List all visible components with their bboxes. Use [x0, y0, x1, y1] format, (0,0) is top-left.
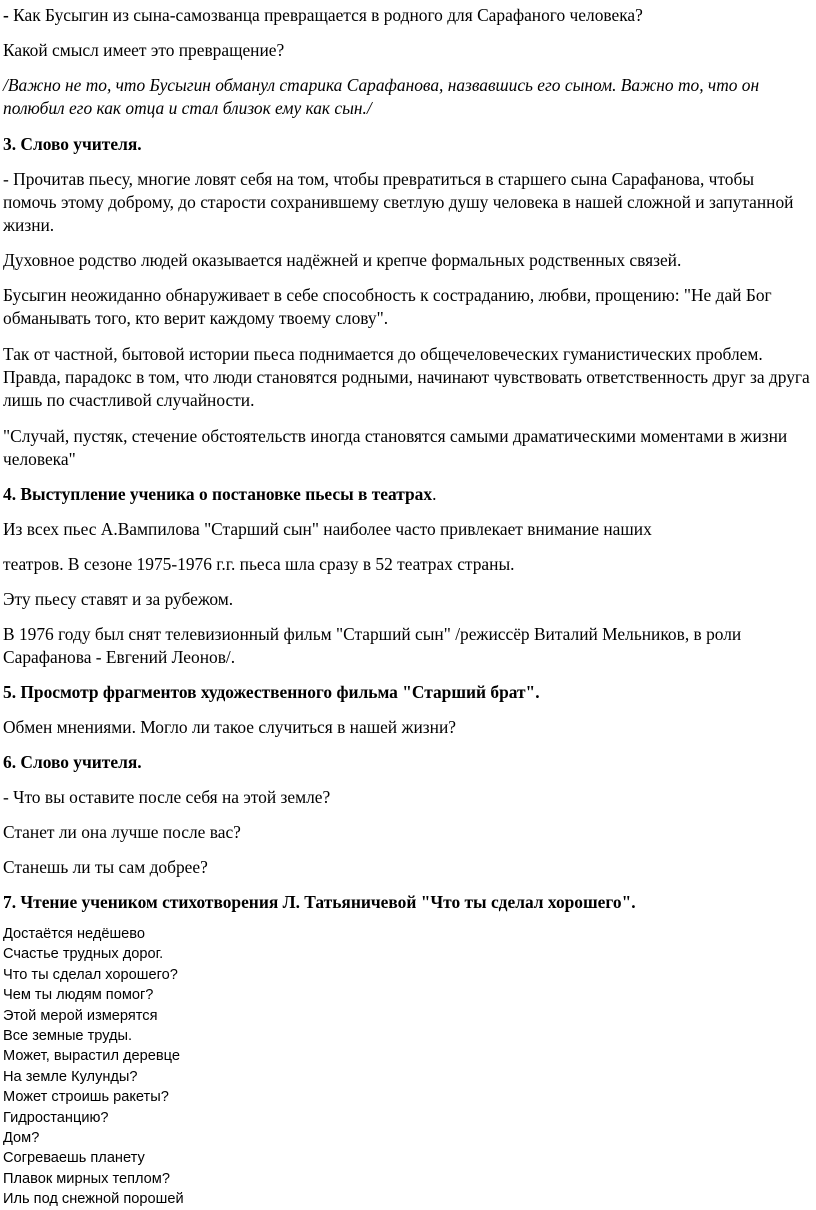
poem-line: Иль под снежной порошей [3, 1191, 184, 1208]
heading-section-4 [3, 483, 810, 506]
question-1-dash: - [3, 5, 9, 25]
question-1 [3, 4, 810, 27]
poem-line: Согреваешь планету [3, 1150, 145, 1167]
poem-line: Дом? [3, 1130, 40, 1147]
paragraph-11: - Что вы оставите после себя на этой земле? [3, 787, 331, 807]
poem-line: Достаётся недёшево [3, 926, 146, 942]
paragraph-13: Станешь ли ты сам добрее? [3, 857, 208, 877]
heading-section-3: 3. Слово учителя. [3, 134, 142, 154]
heading-section-4-period: . [432, 484, 437, 504]
poem-line: Плавок мирных теплом? [3, 1170, 170, 1187]
heading-section-4-text: 4. Выступление ученика о постановке пьесы в театрах [3, 484, 433, 504]
poem-line: Чем ты людям помог? [3, 987, 154, 1004]
poem-line: На земле Кулунды? [3, 1068, 138, 1085]
heading-section-5: 5. Просмотр фрагментов художественного фильма "Старший брат". [3, 682, 540, 702]
poem-line: Может, вырастил деревце [3, 1048, 180, 1065]
poem-line: Счастье трудных дорог. [3, 946, 164, 963]
paragraph-9: В 1976 году был снят телевизионный фильм "Старший сын" /режиссёр Виталий Мельников, в роли Сарафанова - Евгений Леонов/. [3, 624, 742, 667]
poem-line: Может строишь ракеты? [3, 1089, 169, 1106]
heading-section-6: 6. Слово учителя. [3, 752, 142, 772]
paragraph-5: "Случай, пустяк, стечение обстоятельств иногда становятся самыми драматическими моментами в жизни человека" [3, 426, 788, 469]
poem-line: Гидростанцию? [3, 1109, 109, 1126]
paragraph-7: театров. В сезоне 1975-1976 г.г. пьеса шла сразу в 52 театрах страны. [3, 554, 515, 574]
paragraph-10: Обмен мнениями. Могло ли такое случиться в нашей жизни? [3, 717, 456, 737]
answer-italic: /Важно не то, что Бусыгин обманул старика Сарафанова, назвавшись его сыном. Важно то, что он полюбил его как отца и стал близок ему как сын./ [3, 75, 760, 118]
paragraph-3: Бусыгин неожиданно обнаруживает в себе способность к состраданию, любви, прощению: "Не дай Бог обманывать того, кто верит каждому твоему слову". [3, 285, 772, 328]
poem [3, 924, 810, 1210]
paragraph-1: - Прочитав пьесу, многие ловят себя на том, чтобы превратиться в старшего сына Сарафанова, чтобы помочь этому доброму, до старости сохранившему светлую душу человека в нашей сложной и запутанной жизни. [3, 169, 794, 235]
paragraph-4: Так от частной, бытовой истории пьеса поднимается до общечеловеческих гуманистических проблем. Правда, парадокс в том, что люди становятся родными, начинают чувствовать ответственность друг за друга лишь по счастливой случайности. [3, 344, 810, 410]
question-2: Какой смысл имеет это превращение? [3, 40, 285, 60]
paragraph-8: Эту пьесу ставят и за рубежом. [3, 589, 234, 609]
heading-section-7: 7. Чтение учеником стихотворения Л. Татьяничевой "Что ты сделал хорошего". [3, 892, 636, 912]
poem-line: Что ты сделал хорошего? [3, 966, 178, 983]
paragraph-12: Станет ли она лучше после вас? [3, 822, 241, 842]
poem-line: Все земные труды. [3, 1028, 133, 1045]
paragraph-2: Духовное родство людей оказывается надёжней и крепче формальных родственных связей. [3, 250, 682, 270]
poem-line: Этой мерой измерятся [3, 1007, 158, 1024]
question-1-text: Как Бусыгин из сына-самозванца превращается в родного для Сарафаного человека? [8, 5, 643, 25]
paragraph-6: Из всех пьес А.Вампилова "Старший сын" наиболее часто привлекает внимание наших [3, 519, 652, 539]
